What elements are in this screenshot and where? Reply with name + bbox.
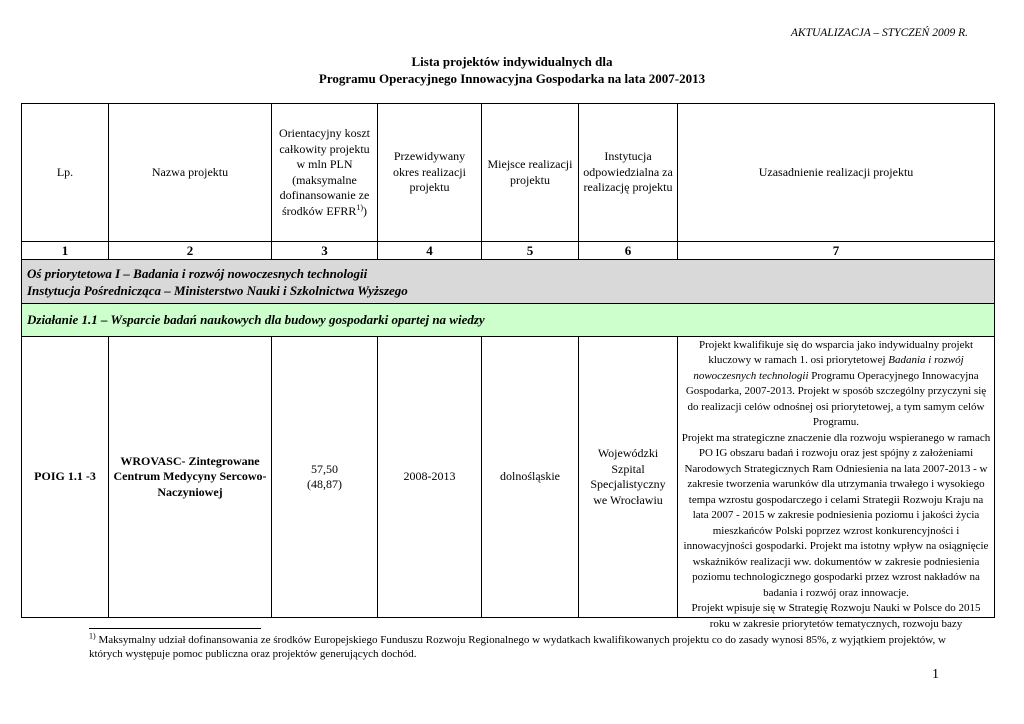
action-row	[22, 304, 995, 337]
footnote-ref: 1)	[356, 202, 363, 212]
priority-axis-row	[22, 260, 995, 304]
header-name: Nazwa projektu	[109, 104, 272, 242]
project-cost-total: 57,50	[311, 461, 338, 476]
column-numbers-row	[22, 242, 995, 260]
project-cost-efrr: (48,87)	[307, 477, 342, 491]
footnote-marker: 1)	[89, 631, 96, 641]
col-number: 6	[579, 242, 678, 260]
priority-axis-title: Oś priorytetowa I – Badania i rozwój nowoczesnych technologii	[27, 265, 368, 281]
priority-axis-cell	[22, 260, 995, 304]
header-lp: Lp.	[22, 104, 109, 242]
project-justification	[678, 337, 995, 630]
action-title: Działanie 1.1 – Wsparcie badań naukowych dla budowy gospodarki opartej na wiedzy	[22, 304, 995, 337]
project-id: POIG 1.1 -3	[22, 337, 109, 618]
header-place: Miejsce realizacji projektu	[482, 104, 579, 242]
footnote	[89, 633, 946, 661]
col-number: 3	[272, 242, 378, 260]
title-line-2: Programu Operacyjnego Innowacyjna Gospodarka na lata 2007-2013	[318, 71, 706, 86]
table-header-row	[22, 104, 995, 242]
col-number: 5	[482, 242, 579, 260]
col-number: 2	[109, 242, 272, 260]
project-cost	[272, 337, 378, 618]
header-justification: Uzasadnienie realizacji projektu	[678, 104, 995, 242]
project-place: dolnośląskie	[482, 337, 579, 618]
page-number: 1	[932, 667, 939, 682]
header-period: Przewidywany okres realizacji projektu	[378, 104, 482, 242]
footnote-separator	[89, 628, 261, 629]
project-institution: Wojewódzki Szpital Specjalistyczny we Wrocławiu	[579, 337, 678, 618]
col-number: 4	[378, 242, 482, 260]
projects-table	[21, 103, 995, 630]
intermediate-institution: Instytucja Pośrednicząca – Ministerstwo Nauki i Szkolnictwa Wyższego	[27, 282, 408, 298]
title-line-1: Lista projektów indywidualnych dla	[411, 54, 613, 69]
footnote-text: Maksymalny udział dofinansowania ze środków Europejskiego Funduszu Rozwoju Regionalnego w wydatkach kwalifikowanych projektu co do zasady wynosi 85%, z wyjątkiem projektów, w których występuje pomoc publiczna oraz projektów generujących dochód.	[89, 634, 946, 660]
justification-paragraph: Projekt ma strategiczne znaczenie dla rozwoju wspieranego w ramach PO IG obszaru badań i rozwoju oraz jest spójny z założeniami Narodowych Strategicznych Ram Odniesienia na lata 2007-2013 - w zakresie tworzenia warunków dla utrzymania trwałego i wysokiego tempa wzrostu gospodarczego i celami Strategii Rozwoju Kraju na lata 2007 - 2015 w zakresie podniesienia poziomu i jakości życia mieszkańców Polski poprzez wzrost konkurencyjności i innowacyjności gospodarki. Projekt ma istotny wpływ na osiągnięcie wskaźników realizacji ww. dokumentów w zakresie podniesienia poziomu technologicznego gospodarki przez wzrost nakładów na badania i rozwój oraz innowacje.	[681, 431, 991, 599]
header-institution: Instytucja odpowiedzialna za realizację projektu	[579, 104, 678, 242]
project-name: WROVASC- Zintegrowane Centrum Medycyny Sercowo-Naczyniowej	[109, 337, 272, 618]
col-number: 1	[22, 242, 109, 260]
document-title	[0, 53, 1024, 87]
justification-paragraph: Projekt wpisuje się w Strategię Rozwoju Nauki w Polsce do 2015 roku w zakresie priorytetów tematycznych, rozwoju bazy	[691, 602, 981, 630]
table-row	[22, 337, 995, 618]
col-number: 7	[678, 242, 995, 260]
header-cost: Orientacyjny koszt całkowity projektu w mln PLN (maksymalne dofinansowanie ze środków EFRR$^{1)}$)	[272, 104, 378, 242]
justification-paragraph: Projekt kwalifikuje się do wsparcia jako indywidualny projekt kluczowy w ramach 1. osi priorytetowej Badania i rozwój nowoczesnych technologii Programu Operacyjnego Innowacyjna Gospodarka, 2007-2013. Projekt w sposób szczególny przyczyni się do realizacji celów odnośnej osi priorytetowej, a tym samym celów Programu.	[685, 338, 987, 428]
update-date-header: AKTUALIZACJA – STYCZEŃ 2009 R.	[790, 27, 968, 39]
project-period: 2008-2013	[378, 337, 482, 618]
